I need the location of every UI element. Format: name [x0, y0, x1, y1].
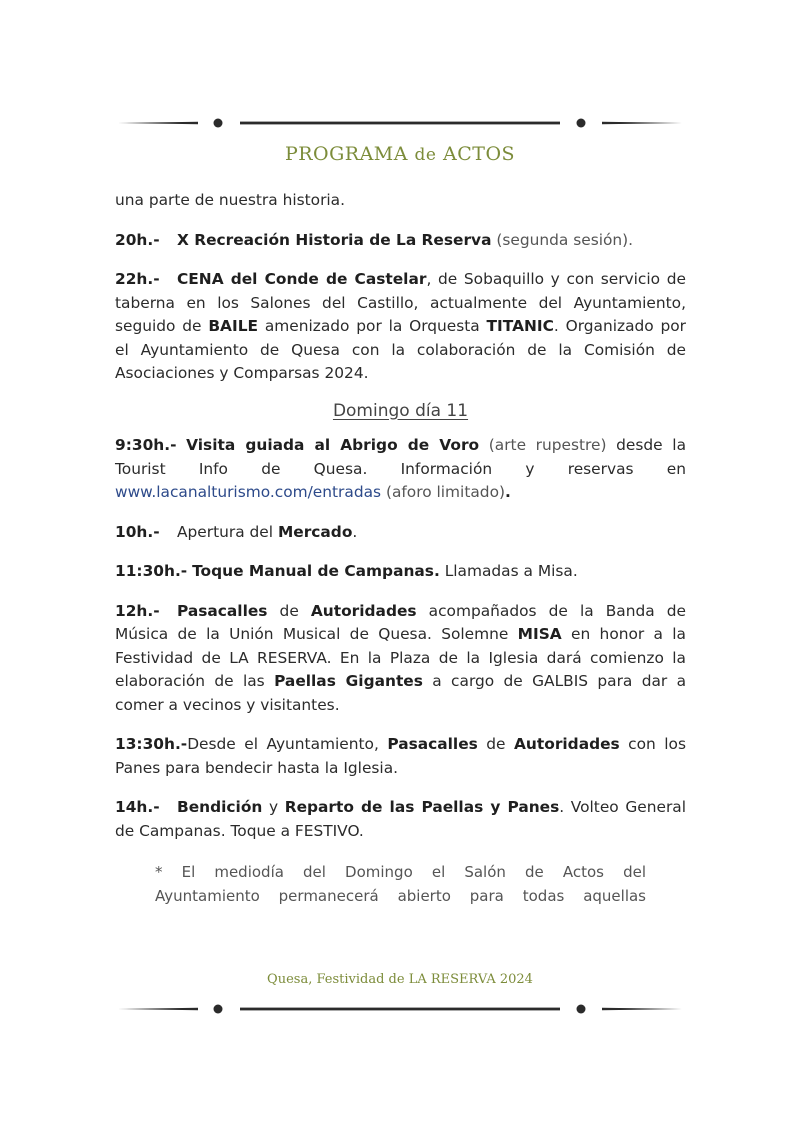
item-text: Apertura del	[177, 522, 278, 541]
program-content	[115, 189, 686, 908]
item-text: acompañados de la Banda de Música de la Unión Musical de Quesa. Solemne	[115, 601, 686, 643]
page-footer: Quesa, Festividad de LA RESERVA 2024	[267, 972, 533, 987]
item-text: (segunda sesión).	[491, 230, 634, 249]
item-time: 11:30h.-	[115, 562, 188, 580]
item-text: . Volteo General de Campanas. Toque a FESTIVO.	[115, 798, 686, 840]
item-bold: Bendición	[177, 798, 263, 816]
program-item-10h	[115, 521, 686, 545]
item-text: en honor a la Festividad de LA RESERVA. En la Plaza de la Iglesia dará comienzo la elaboración de las	[115, 625, 686, 690]
item-bold: Toque Manual de Campanas.	[192, 562, 440, 580]
item-time: 9:30h.-	[115, 436, 177, 454]
item-text: . Organizado por el Ayuntamiento de Quesa con la colaboración de la Comisión de Asociaciones y Comparsas 2024.	[115, 317, 687, 382]
item-bold: Autoridades	[514, 735, 620, 753]
reservations-link[interactable]: www.lacanalturismo.com/entradas	[115, 483, 382, 501]
item-time: 10h.-	[115, 522, 160, 541]
item-bold: Autoridades	[310, 601, 417, 620]
item-text: con los Panes para bendecir hasta la Iglesia.	[115, 735, 686, 777]
program-item-14h	[115, 796, 686, 843]
bottom-ornament-divider	[118, 1003, 682, 1015]
day-heading	[115, 400, 686, 424]
item-text: Desde el Ayuntamiento,	[187, 735, 388, 753]
item-bold: Pasacalles	[177, 601, 268, 620]
page-title	[0, 143, 800, 165]
item-bold: CENA del Conde de Castelar	[177, 270, 427, 288]
title-de: de	[414, 145, 437, 165]
program-item-22h	[115, 268, 686, 386]
item-text: amenizado por la Orquesta	[258, 317, 487, 335]
item-time: 14h.-	[115, 798, 160, 816]
item-bold: Mercado	[277, 522, 353, 541]
item-text: (aforo limitado)	[381, 483, 505, 501]
program-item-1130h	[115, 560, 686, 584]
item-text: desde la Tourist Info de Quesa. Información y reservas en	[115, 436, 686, 478]
item-text: Llamadas a Misa.	[439, 562, 578, 580]
footnote: * El mediodía del Domingo el Salón de Actos del Ayuntamiento permanecerá abierto para todas aquellas	[155, 863, 646, 905]
item-text: (arte rupestre)	[479, 436, 617, 454]
program-item-930h	[115, 434, 686, 505]
item-text: .	[504, 483, 511, 501]
item-time: 22h.-	[115, 270, 160, 288]
title-programa: PROGRAMA	[284, 143, 408, 165]
item-bold: MISA	[517, 625, 562, 643]
item-text: .	[352, 522, 358, 541]
item-time: 13:30h.-	[115, 735, 188, 753]
item-bold: Paellas Gigantes	[274, 672, 423, 690]
item-bold: Pasacalles	[387, 735, 478, 753]
item-bold: TITANIC	[486, 317, 554, 335]
item-text: y	[262, 798, 285, 816]
item-bold: X Recreación Historia de La Reserva	[177, 230, 492, 249]
day-heading-text: Domingo día 11	[332, 400, 469, 421]
item-text: a cargo de GALBIS para dar a comer a vecinos y visitantes.	[115, 672, 687, 714]
program-item-20h	[115, 229, 686, 253]
item-bold: Reparto de las Paellas y Panes	[284, 798, 560, 816]
item-text: de	[267, 601, 311, 620]
item-bold: BAILE	[208, 317, 259, 335]
item-bold: Visita guiada al Abrigo de Voro	[186, 436, 480, 454]
item-time: 12h.-	[115, 601, 160, 620]
program-item-12h	[115, 600, 686, 718]
item-text: , de Sobaquillo y con servicio de taberna en los Salones del Castillo, actualmente del Ayuntamiento, seguido de	[115, 270, 686, 335]
program-item-1330h	[115, 733, 686, 780]
top-ornament-divider	[118, 117, 682, 129]
item-text: de	[477, 735, 515, 753]
title-actos: ACTOS	[443, 143, 516, 165]
intro-text: una parte de nuestra historia.	[115, 191, 345, 209]
item-time: 20h.-	[115, 230, 160, 249]
